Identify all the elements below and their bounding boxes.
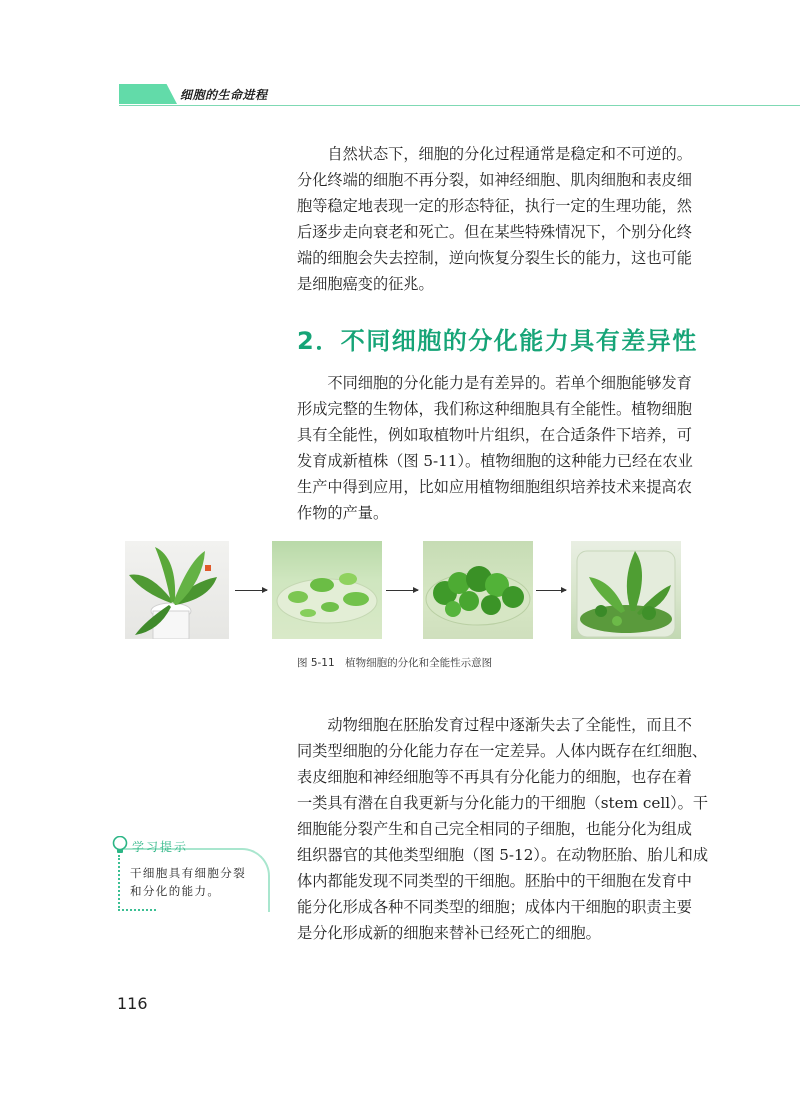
text-line: 是分化形成新的细胞来替补已经死亡的细胞。 — [297, 924, 601, 942]
study-tip-line: 干细胞具有细胞分裂 — [130, 866, 247, 880]
text-line: 表皮细胞和神经细胞等不再具有分化能力的细胞，也存在着 — [297, 768, 692, 786]
text-line: 端的细胞会失去控制，逆向恢复分裂生长的能力，这也可能 — [297, 249, 692, 267]
text-line: 细胞能分裂产生和自己完全相同的子细胞，也能分化为组成 — [297, 820, 692, 838]
photo-callus-culture — [423, 541, 533, 639]
text-line: 同类型细胞的分化能力存在一定差异。人体内既存在红细胞、 — [297, 742, 708, 760]
text-line: 一类具有潜在自我更新与分化能力的干细胞（stem cell）。干 — [297, 794, 709, 812]
text-line: 组织器官的其他类型细胞（图 5-12）。在动物胚胎、胎儿和成 — [297, 846, 709, 864]
section-heading: 2．不同细胞的分化能力具有差异性 — [297, 327, 698, 355]
text-line: 能分化形成各种不同类型的细胞；成体内干细胞的职责主要 — [297, 898, 692, 916]
photo-plantlet-regeneration — [571, 541, 681, 639]
page-number: 116 — [117, 994, 148, 1013]
text-line: 发育成新植株（图 5-11）。植物细胞的这种能力已经在农业 — [297, 452, 693, 470]
text-line: 分化终端的细胞不再分裂，如神经细胞、肌肉细胞和表皮细 — [297, 171, 692, 189]
paragraph-2 — [297, 370, 693, 526]
text-line: 作物的产量。 — [297, 504, 389, 522]
paragraph-3 — [297, 712, 709, 946]
text-line: 体内都能发现不同类型的干细胞。胚胎中的干细胞在发育中 — [297, 872, 692, 890]
lightbulb-icon — [112, 836, 128, 856]
text-line: 胞等稳定地表现一定的形态特征，执行一定的生理功能，然 — [297, 197, 692, 215]
figure-caption: 图 5-11 植物细胞的分化和全能性示意图 — [297, 657, 493, 669]
text-line: 不同细胞的分化能力是有差异的。若单个细胞能够发育 — [297, 374, 692, 392]
paragraph-1 — [297, 141, 692, 297]
text-line: 形成完整的生物体，我们称这种细胞具有全能性。植物细胞 — [297, 400, 692, 418]
process-arrow — [536, 590, 566, 591]
text-line: 动物细胞在胚胎发育过程中逐渐失去了全能性，而且不 — [297, 716, 692, 734]
text-line: 自然状态下，细胞的分化过程通常是稳定和不可逆的。 — [297, 145, 692, 163]
study-tip-text — [130, 864, 270, 900]
header-divider — [119, 105, 800, 106]
chapter-title: 细胞的生命进程 — [180, 88, 268, 102]
photo-leaf-culture — [272, 541, 382, 639]
study-tip-title: 学习提示 — [132, 840, 189, 854]
text-line: 后逐步走向衰老和死亡。但在某些特殊情况下，个别分化终 — [297, 223, 692, 241]
process-arrow — [235, 590, 267, 591]
text-line: 具有全能性，例如取植物叶片组织，在合适条件下培养，可 — [297, 426, 692, 444]
header-tab — [119, 84, 177, 104]
process-arrow — [386, 590, 418, 591]
text-line: 是细胞癌变的征兆。 — [297, 275, 434, 293]
study-tip-line: 和分化的能力。 — [130, 884, 221, 898]
photo-plant-leaf — [125, 541, 229, 639]
text-line: 生产中得到应用，比如应用植物细胞组织培养技术来提高农 — [297, 478, 692, 496]
